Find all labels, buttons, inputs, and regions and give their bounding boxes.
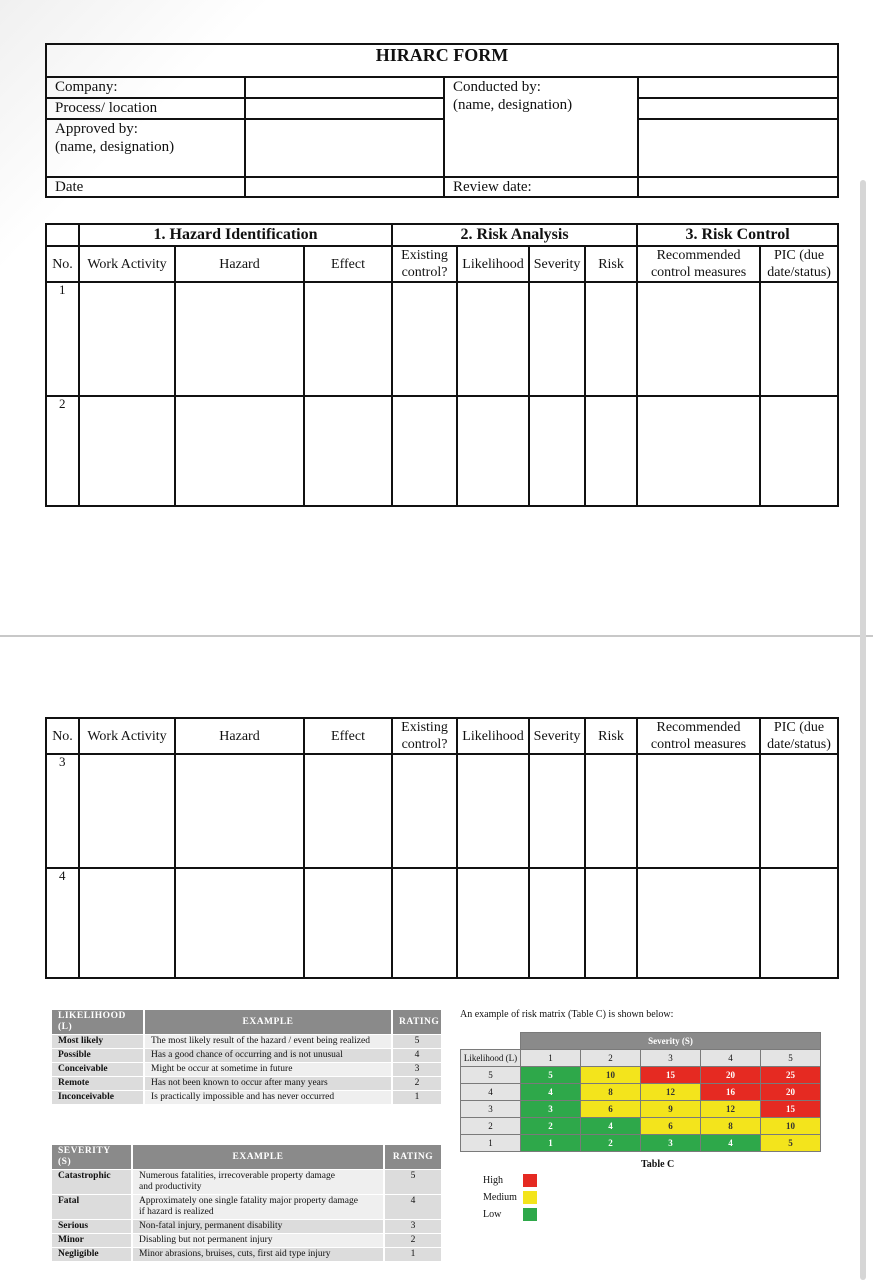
section-header-blank bbox=[46, 224, 79, 246]
legend-high bbox=[483, 1175, 503, 1186]
severity-example-l1: Approximately one single fatality major property damage bbox=[139, 1196, 358, 1206]
severity-level: Serious bbox=[52, 1220, 132, 1234]
pic-cell[interactable] bbox=[760, 282, 838, 396]
rating-header: RATING bbox=[392, 1010, 442, 1035]
legend-medium-swatch bbox=[523, 1191, 537, 1204]
risk-score-cell: 10 bbox=[581, 1067, 641, 1084]
rating-header: RATING bbox=[384, 1145, 442, 1170]
col-pic bbox=[760, 246, 838, 282]
recommended-cell[interactable] bbox=[637, 282, 760, 396]
col-work-activity: Work Activity bbox=[79, 246, 175, 282]
risk-score-cell: 5 bbox=[521, 1067, 581, 1084]
col-risk: Risk bbox=[585, 718, 637, 754]
example-header: EXAMPLE bbox=[144, 1010, 392, 1035]
effect-cell[interactable] bbox=[304, 868, 392, 978]
col-no: No. bbox=[46, 246, 79, 282]
likelihood-rating: 4 bbox=[392, 1049, 442, 1063]
hazard-cell[interactable] bbox=[175, 868, 304, 978]
col-existing-control-l2: control? bbox=[401, 737, 448, 752]
severity-example-l1: Numerous fatalities, irrecoverable property damage bbox=[139, 1171, 335, 1181]
severity-value: 5 bbox=[761, 1050, 821, 1067]
risk-cell[interactable] bbox=[585, 396, 637, 506]
work-activity-cell[interactable] bbox=[79, 754, 175, 868]
recommended-cell[interactable] bbox=[637, 396, 760, 506]
risk-score-cell: 12 bbox=[701, 1101, 761, 1118]
likelihood-level: Most likely bbox=[52, 1035, 144, 1049]
row-number: 1 bbox=[46, 282, 79, 396]
list-item bbox=[52, 1091, 442, 1105]
risk-score-cell: 9 bbox=[641, 1101, 701, 1118]
risk-score-cell: 16 bbox=[701, 1084, 761, 1101]
date-label: Date bbox=[46, 177, 245, 197]
recommended-cell[interactable] bbox=[637, 754, 760, 868]
section-hazard-identification: 1. Hazard Identification bbox=[79, 224, 392, 246]
company-field[interactable] bbox=[245, 77, 444, 98]
approved-by-field[interactable] bbox=[245, 119, 444, 177]
table-row bbox=[46, 754, 838, 868]
likelihood-axis-header: Likelihood (L) bbox=[461, 1050, 521, 1067]
likelihood-cell[interactable] bbox=[457, 396, 529, 506]
col-hazard: Hazard bbox=[175, 718, 304, 754]
risk-matrix-caption: Table C bbox=[641, 1159, 675, 1170]
existing-control-cell[interactable] bbox=[392, 282, 457, 396]
likelihood-value: 3 bbox=[461, 1101, 521, 1118]
risk-score-cell: 8 bbox=[581, 1084, 641, 1101]
risk-cell[interactable] bbox=[585, 282, 637, 396]
severity-rating: 2 bbox=[384, 1234, 442, 1248]
hazard-cell[interactable] bbox=[175, 282, 304, 396]
list-item bbox=[52, 1170, 442, 1195]
severity-cell[interactable] bbox=[529, 868, 585, 978]
col-recommended-l1: Recommended bbox=[656, 720, 741, 735]
risk-score-cell: 5 bbox=[761, 1135, 821, 1152]
likelihood-level: Inconceivable bbox=[52, 1091, 144, 1105]
risk-score-cell: 6 bbox=[641, 1118, 701, 1135]
severity-example: Non-fatal injury, permanent disability bbox=[132, 1220, 384, 1234]
risk-score-cell: 12 bbox=[641, 1084, 701, 1101]
legend-medium bbox=[483, 1192, 517, 1203]
severity-level: Negligible bbox=[52, 1248, 132, 1262]
risk-score-cell: 4 bbox=[521, 1084, 581, 1101]
severity-value: 1 bbox=[521, 1050, 581, 1067]
risk-score-cell: 1 bbox=[521, 1135, 581, 1152]
severity-value: 2 bbox=[581, 1050, 641, 1067]
likelihood-header: LIKELIHOOD (L) bbox=[52, 1010, 144, 1035]
likelihood-rating: 5 bbox=[392, 1035, 442, 1049]
risk-score-cell: 6 bbox=[581, 1101, 641, 1118]
matrix-row bbox=[461, 1118, 821, 1135]
approved-by-sub: (name, designation) bbox=[55, 139, 175, 155]
severity-example: Minor abrasions, bruises, cuts, first aid type injury bbox=[132, 1248, 384, 1262]
process-location-label: Process/ location bbox=[46, 98, 245, 119]
col-recommended-l1: Recommended bbox=[656, 248, 741, 263]
col-likelihood: Likelihood bbox=[457, 246, 529, 282]
conducted-by-sub: (name, designation) bbox=[453, 97, 573, 113]
hazard-table-page-2 bbox=[45, 717, 839, 979]
likelihood-example: Is practically impossible and has never occurred bbox=[144, 1091, 392, 1105]
legend-high-swatch bbox=[523, 1174, 537, 1187]
table-row bbox=[46, 396, 838, 506]
hirarc-header-form bbox=[45, 43, 839, 198]
severity-example: Disabling but not permanent injury bbox=[132, 1234, 384, 1248]
list-item bbox=[52, 1248, 442, 1262]
company-label: Company: bbox=[46, 77, 245, 98]
risk-score-cell: 10 bbox=[761, 1118, 821, 1135]
col-existing-control bbox=[392, 246, 457, 282]
matrix-row bbox=[461, 1067, 821, 1084]
list-item bbox=[52, 1077, 442, 1091]
severity-rating: 3 bbox=[384, 1220, 442, 1234]
severity-rating: 4 bbox=[384, 1195, 442, 1220]
existing-control-cell[interactable] bbox=[392, 754, 457, 868]
col-recommended-control bbox=[637, 246, 760, 282]
legend-low-swatch bbox=[523, 1208, 537, 1221]
example-header: EXAMPLE bbox=[132, 1145, 384, 1170]
likelihood-value: 1 bbox=[461, 1135, 521, 1152]
risk-matrix bbox=[460, 1032, 821, 1152]
severity-level: Catastrophic bbox=[52, 1170, 132, 1195]
col-likelihood: Likelihood bbox=[457, 718, 529, 754]
hazard-cell[interactable] bbox=[175, 396, 304, 506]
likelihood-example: Has not been known to occur after many years bbox=[144, 1077, 392, 1091]
col-effect: Effect bbox=[304, 718, 392, 754]
list-item bbox=[52, 1195, 442, 1220]
severity-level: Fatal bbox=[52, 1195, 132, 1220]
list-item bbox=[52, 1220, 442, 1234]
likelihood-cell[interactable] bbox=[457, 754, 529, 868]
likelihood-value: 2 bbox=[461, 1118, 521, 1135]
matrix-row bbox=[461, 1101, 821, 1118]
work-activity-cell[interactable] bbox=[79, 868, 175, 978]
process-location-field[interactable] bbox=[245, 98, 444, 119]
col-risk: Risk bbox=[585, 246, 637, 282]
likelihood-table bbox=[52, 1010, 443, 1105]
row-number: 2 bbox=[46, 396, 79, 506]
col-pic bbox=[760, 718, 838, 754]
table-row bbox=[46, 868, 838, 978]
col-recommended-l2: control measures bbox=[650, 737, 747, 752]
risk-score-cell: 8 bbox=[701, 1118, 761, 1135]
risk-score-cell: 3 bbox=[641, 1135, 701, 1152]
severity-level: Minor bbox=[52, 1234, 132, 1248]
likelihood-example: Might be occur at sometime in future bbox=[144, 1063, 392, 1077]
risk-score-cell: 2 bbox=[581, 1135, 641, 1152]
col-severity: Severity bbox=[529, 718, 585, 754]
severity-rating: 5 bbox=[384, 1170, 442, 1195]
section-risk-analysis: 2. Risk Analysis bbox=[392, 224, 637, 246]
col-hazard: Hazard bbox=[175, 246, 304, 282]
col-work-activity: Work Activity bbox=[79, 718, 175, 754]
likelihood-level: Remote bbox=[52, 1077, 144, 1091]
col-recommended-l2: control measures bbox=[650, 265, 747, 280]
conducted-by-field-1[interactable] bbox=[638, 77, 838, 98]
severity-example-l2: if hazard is realized bbox=[139, 1207, 214, 1217]
review-date-label: Review date: bbox=[444, 177, 638, 197]
effect-cell[interactable] bbox=[304, 754, 392, 868]
likelihood-example: The most likely result of the hazard / event being realized bbox=[144, 1035, 392, 1049]
pic-cell[interactable] bbox=[760, 396, 838, 506]
severity-example bbox=[132, 1195, 384, 1220]
form-title: HIRARC FORM bbox=[46, 44, 838, 77]
risk-score-cell: 3 bbox=[521, 1101, 581, 1118]
recommended-cell[interactable] bbox=[637, 868, 760, 978]
risk-score-cell: 20 bbox=[761, 1084, 821, 1101]
conducted-by-field-2[interactable] bbox=[638, 98, 838, 119]
matrix-row bbox=[461, 1135, 821, 1152]
risk-score-cell: 4 bbox=[701, 1135, 761, 1152]
risk-score-cell: 2 bbox=[521, 1118, 581, 1135]
page-divider bbox=[0, 635, 873, 637]
severity-axis-header: Severity (S) bbox=[521, 1033, 821, 1050]
col-effect: Effect bbox=[304, 246, 392, 282]
col-pic-l1: PIC (due bbox=[773, 720, 825, 735]
matrix-row bbox=[461, 1084, 821, 1101]
list-item bbox=[52, 1234, 442, 1248]
risk-cell[interactable] bbox=[585, 754, 637, 868]
risk-score-cell: 15 bbox=[761, 1101, 821, 1118]
effect-cell[interactable] bbox=[304, 396, 392, 506]
matrix-corner bbox=[461, 1033, 521, 1050]
conducted-by-title: Conducted by: bbox=[453, 79, 541, 95]
list-item bbox=[52, 1035, 442, 1049]
work-activity-cell[interactable] bbox=[79, 282, 175, 396]
pic-cell[interactable] bbox=[760, 754, 838, 868]
likelihood-rating: 3 bbox=[392, 1063, 442, 1077]
likelihood-value: 5 bbox=[461, 1067, 521, 1084]
col-pic-l2: date/status) bbox=[767, 737, 831, 752]
severity-rating: 1 bbox=[384, 1248, 442, 1262]
existing-control-cell[interactable] bbox=[392, 396, 457, 506]
row-number: 4 bbox=[46, 868, 79, 978]
work-activity-cell[interactable] bbox=[79, 396, 175, 506]
severity-example bbox=[132, 1170, 384, 1195]
review-date-field[interactable] bbox=[638, 177, 838, 197]
col-pic-l2: date/status) bbox=[767, 265, 831, 280]
existing-control-cell[interactable] bbox=[392, 868, 457, 978]
col-existing-control-l1: Existing bbox=[401, 720, 448, 735]
conducted-by-field-3[interactable] bbox=[638, 119, 838, 177]
likelihood-value: 4 bbox=[461, 1084, 521, 1101]
hazard-table-page-1 bbox=[45, 223, 839, 507]
likelihood-level: Possible bbox=[52, 1049, 144, 1063]
section-risk-control: 3. Risk Control bbox=[637, 224, 838, 246]
severity-table bbox=[52, 1145, 443, 1262]
severity-cell[interactable] bbox=[529, 396, 585, 506]
likelihood-level: Conceivable bbox=[52, 1063, 144, 1077]
col-severity: Severity bbox=[529, 246, 585, 282]
list-item bbox=[52, 1049, 442, 1063]
list-item bbox=[52, 1063, 442, 1077]
hazard-cell[interactable] bbox=[175, 754, 304, 868]
severity-example-l2: and productivity bbox=[139, 1182, 202, 1192]
col-existing-control-l1: Existing bbox=[401, 248, 448, 263]
approved-by-title: Approved by: bbox=[55, 121, 138, 137]
approved-by-label bbox=[46, 119, 245, 177]
likelihood-rating: 2 bbox=[392, 1077, 442, 1091]
scrollbar[interactable] bbox=[860, 180, 866, 1280]
risk-cell[interactable] bbox=[585, 868, 637, 978]
legend-low bbox=[483, 1209, 501, 1220]
col-no: No. bbox=[46, 718, 79, 754]
risk-score-cell: 15 bbox=[641, 1067, 701, 1084]
col-recommended-control bbox=[637, 718, 760, 754]
table-row bbox=[46, 282, 838, 396]
risk-matrix-intro: An example of risk matrix (Table C) is shown below: bbox=[460, 1009, 674, 1020]
risk-score-cell: 4 bbox=[581, 1118, 641, 1135]
risk-score-cell: 20 bbox=[701, 1067, 761, 1084]
conducted-by-label bbox=[444, 77, 638, 177]
severity-cell[interactable] bbox=[529, 754, 585, 868]
likelihood-cell[interactable] bbox=[457, 868, 529, 978]
legend-high-label: High bbox=[483, 1175, 503, 1186]
severity-value: 4 bbox=[701, 1050, 761, 1067]
row-number: 3 bbox=[46, 754, 79, 868]
legend-medium-label: Medium bbox=[483, 1192, 517, 1203]
col-existing-control-l2: control? bbox=[401, 265, 448, 280]
likelihood-cell[interactable] bbox=[457, 282, 529, 396]
date-field[interactable] bbox=[245, 177, 444, 197]
effect-cell[interactable] bbox=[304, 282, 392, 396]
severity-cell[interactable] bbox=[529, 282, 585, 396]
legend-low-label: Low bbox=[483, 1209, 502, 1220]
severity-value: 3 bbox=[641, 1050, 701, 1067]
col-existing-control bbox=[392, 718, 457, 754]
risk-score-cell: 25 bbox=[761, 1067, 821, 1084]
severity-header: SEVERITY (S) bbox=[52, 1145, 132, 1170]
likelihood-rating: 1 bbox=[392, 1091, 442, 1105]
pic-cell[interactable] bbox=[760, 868, 838, 978]
likelihood-example: Has a good chance of occurring and is not unusual bbox=[144, 1049, 392, 1063]
col-pic-l1: PIC (due bbox=[773, 248, 825, 263]
